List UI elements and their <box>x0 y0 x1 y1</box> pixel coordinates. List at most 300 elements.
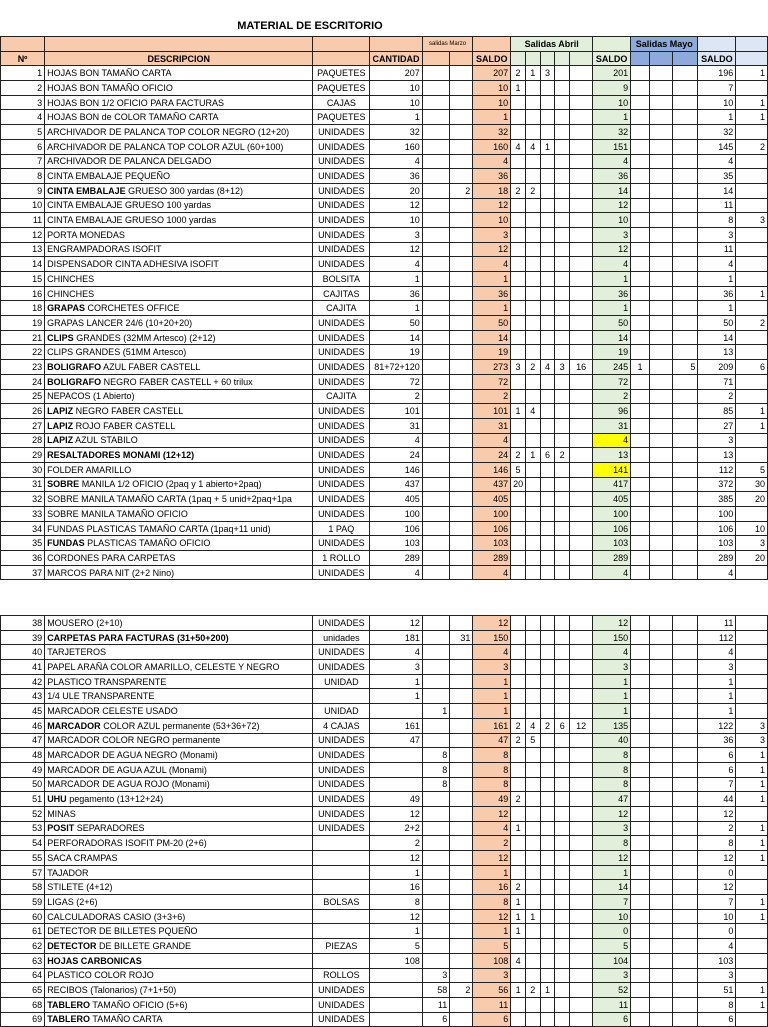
row-description-text: FUNDAS PLASTICAS TAMAÑO CARTA (1paq+11 unid) <box>47 523 271 534</box>
row-mayo-1: 1 <box>631 360 650 375</box>
row-mayo-3 <box>673 272 698 287</box>
row-mayo-1 <box>631 389 650 404</box>
row-number: 34 <box>1 521 45 536</box>
table-row <box>1 418 768 433</box>
row-saldo-mayo: 4 <box>698 257 736 272</box>
row-abril-5 <box>570 286 593 301</box>
row-mayo-2 <box>650 492 673 507</box>
row-abril-3 <box>540 404 555 419</box>
table-row <box>1 997 768 1012</box>
row-saldo-mayo: 145 <box>698 139 736 154</box>
table-row <box>1 213 768 228</box>
row-marzo-1: 58 <box>422 983 449 998</box>
row-cantidad <box>370 968 423 983</box>
row-mayo-3 <box>673 227 698 242</box>
row-abril-3 <box>540 689 555 704</box>
row-marzo-2 <box>450 1012 473 1027</box>
row-saldo-mayo: 1 <box>698 110 736 125</box>
row-abril-1 <box>511 939 526 954</box>
row-abril-4 <box>555 792 570 807</box>
row-mayo-1 <box>631 536 650 551</box>
table-row <box>1 953 768 968</box>
row-marzo-2 <box>450 433 473 448</box>
row-abril-1 <box>511 154 526 169</box>
row-abril-4 <box>555 674 570 689</box>
row-mayo-3 <box>673 183 698 198</box>
row-unit: unidades <box>313 630 370 645</box>
row-abril-2 <box>525 551 540 566</box>
row-cantidad: 207 <box>370 66 423 81</box>
row-saldo: 3 <box>473 227 511 242</box>
header-cell <box>450 51 473 66</box>
row-mayo-3 <box>673 448 698 463</box>
row-abril-3 <box>540 924 555 939</box>
row-unit: UNIDADES <box>313 330 370 345</box>
row-marzo-2 <box>450 81 473 96</box>
row-description-bold: TABLERO <box>47 999 91 1010</box>
row-marzo-1 <box>422 183 449 198</box>
row-unit: UNIDADES <box>313 169 370 184</box>
row-abril-4 <box>555 330 570 345</box>
row-description-text: STILETE (4+12) <box>47 882 113 893</box>
row-abril-2 <box>525 880 540 895</box>
row-extra <box>736 565 768 580</box>
header-cell <box>555 51 570 66</box>
row-mayo-3 <box>673 404 698 419</box>
row-abril-2: 5 <box>525 733 540 748</box>
row-mayo-3 <box>673 953 698 968</box>
row-saldo-abril: 14 <box>593 330 631 345</box>
table-row <box>1 909 768 924</box>
row-description-text: SEPARADORES <box>74 823 145 834</box>
row-cantidad: 1 <box>370 924 423 939</box>
row-abril-3 <box>540 169 555 184</box>
row-mayo-3 <box>673 330 698 345</box>
row-abril-2 <box>525 821 540 836</box>
row-abril-4 <box>555 404 570 419</box>
row-extra: 3 <box>736 718 768 733</box>
row-cantidad: 161 <box>370 718 423 733</box>
row-saldo: 10 <box>473 81 511 96</box>
row-mayo-3 <box>673 507 698 522</box>
row-mayo-2 <box>650 477 673 492</box>
table-row <box>1 272 768 287</box>
row-number: 5 <box>1 125 45 140</box>
row-marzo-1 <box>422 433 449 448</box>
row-mayo-2 <box>650 139 673 154</box>
row-abril-3 <box>540 674 555 689</box>
row-saldo-abril: 40 <box>593 733 631 748</box>
row-marzo-2 <box>450 316 473 331</box>
row-abril-5 <box>570 154 593 169</box>
header-cell <box>313 37 370 52</box>
row-mayo-2 <box>650 286 673 301</box>
row-extra <box>736 433 768 448</box>
row-description-text: ARCHIVADOR DE PALANCA TOP COLOR AZUL (60+100) <box>47 141 284 152</box>
row-mayo-3 <box>673 565 698 580</box>
row-marzo-1 <box>422 924 449 939</box>
row-number: 31 <box>1 477 45 492</box>
row-saldo: 273 <box>473 360 511 375</box>
row-saldo: 4 <box>473 645 511 660</box>
row-marzo-1 <box>422 360 449 375</box>
row-number: 60 <box>1 909 45 924</box>
row-abril-3: 3 <box>540 66 555 81</box>
row-mayo-1 <box>631 521 650 536</box>
row-abril-2 <box>525 806 540 821</box>
row-mayo-2 <box>650 169 673 184</box>
row-description <box>45 213 313 228</box>
row-description <box>45 689 313 704</box>
row-unit: UNIDADES <box>313 777 370 792</box>
row-description <box>45 139 313 154</box>
row-cantidad: 405 <box>370 492 423 507</box>
row-mayo-3 <box>673 110 698 125</box>
row-saldo: 14 <box>473 330 511 345</box>
row-description-text: TAJADOR <box>47 867 89 878</box>
inventory-table-bottom <box>0 615 768 1027</box>
row-unit: UNIDADES <box>313 645 370 660</box>
row-description-bold: TABLERO <box>47 1014 91 1025</box>
row-abril-2: 4 <box>525 718 540 733</box>
row-saldo-abril: 4 <box>593 565 631 580</box>
row-cantidad: 146 <box>370 462 423 477</box>
row-extra <box>736 953 768 968</box>
row-marzo-1 <box>422 462 449 477</box>
row-marzo-1 <box>422 565 449 580</box>
row-mayo-1 <box>631 718 650 733</box>
row-abril-4 <box>555 477 570 492</box>
row-saldo: 106 <box>473 521 511 536</box>
table-row <box>1 630 768 645</box>
row-mayo-1 <box>631 939 650 954</box>
row-cantidad: 5 <box>370 939 423 954</box>
row-description <box>45 806 313 821</box>
row-number: 8 <box>1 169 45 184</box>
row-saldo-abril: 47 <box>593 792 631 807</box>
row-saldo: 289 <box>473 551 511 566</box>
row-mayo-2 <box>650 272 673 287</box>
table-row <box>1 227 768 242</box>
row-abril-5 <box>570 616 593 631</box>
row-mayo-2 <box>650 630 673 645</box>
row-description <box>45 462 313 477</box>
row-number: 50 <box>1 777 45 792</box>
row-extra <box>736 1012 768 1027</box>
row-description-text: GRUESO 300 yardas (8+12) <box>125 185 243 196</box>
row-abril-5 <box>570 227 593 242</box>
row-mayo-1 <box>631 81 650 96</box>
row-description-text: PLASTICO TRANSPARENTE <box>47 676 167 687</box>
row-description <box>45 630 313 645</box>
row-abril-5 <box>570 257 593 272</box>
row-mayo-2 <box>650 674 673 689</box>
row-marzo-1 <box>422 66 449 81</box>
row-description <box>45 645 313 660</box>
row-abril-4 <box>555 536 570 551</box>
row-extra: 1 <box>736 851 768 866</box>
row-description-text: TAMAÑO OFICIO (5+6) <box>90 999 188 1010</box>
table-row <box>1 836 768 851</box>
row-saldo: 437 <box>473 477 511 492</box>
row-number: 32 <box>1 492 45 507</box>
row-mayo-2 <box>650 257 673 272</box>
row-description <box>45 909 313 924</box>
row-saldo-abril: 12 <box>593 242 631 257</box>
row-unit: PAQUETES <box>313 81 370 96</box>
row-saldo-mayo: 4 <box>698 154 736 169</box>
row-extra: 1 <box>736 418 768 433</box>
row-saldo: 1 <box>473 689 511 704</box>
table-row <box>1 968 768 983</box>
row-saldo-mayo: 71 <box>698 374 736 389</box>
row-saldo: 101 <box>473 404 511 419</box>
row-abril-3 <box>540 521 555 536</box>
row-unit: UNIDADES <box>313 418 370 433</box>
row-extra <box>736 345 768 360</box>
row-abril-2 <box>525 777 540 792</box>
row-abril-5: 12 <box>570 718 593 733</box>
row-saldo-abril: 10 <box>593 909 631 924</box>
row-abril-4 <box>555 198 570 213</box>
row-abril-4 <box>555 183 570 198</box>
row-marzo-1 <box>422 125 449 140</box>
row-abril-4 <box>555 880 570 895</box>
row-unit: UNIDADES <box>313 507 370 522</box>
row-number: 18 <box>1 301 45 316</box>
row-marzo-1 <box>422 301 449 316</box>
row-saldo-mayo: 4 <box>698 645 736 660</box>
row-extra <box>736 81 768 96</box>
row-saldo-abril: 12 <box>593 851 631 866</box>
row-mayo-2 <box>650 242 673 257</box>
table-row <box>1 316 768 331</box>
row-saldo-abril: 1 <box>593 110 631 125</box>
row-mayo-3 <box>673 997 698 1012</box>
row-unit: UNIDADES <box>313 316 370 331</box>
row-description-text: MARCADOR COLOR NEGRO permanente <box>47 735 221 746</box>
inventory-table-top <box>0 36 768 580</box>
row-extra <box>736 968 768 983</box>
header-cell <box>736 51 768 66</box>
row-unit: UNIDADES <box>313 536 370 551</box>
row-abril-5 <box>570 198 593 213</box>
row-saldo: 47 <box>473 733 511 748</box>
row-abril-3 <box>540 154 555 169</box>
row-marzo-1: 6 <box>422 1012 449 1027</box>
row-mayo-2 <box>650 551 673 566</box>
row-description-text: CINTA EMBALAJE GRUESO 1000 yardas <box>47 215 217 226</box>
row-marzo-1: 1 <box>422 704 449 719</box>
row-marzo-1 <box>422 551 449 566</box>
row-abril-1 <box>511 704 526 719</box>
row-abril-1 <box>511 110 526 125</box>
row-description <box>45 345 313 360</box>
row-number: 15 <box>1 272 45 287</box>
row-abril-4 <box>555 125 570 140</box>
row-description-text: CINTA EMBALAJE GRUESO 100 yardas <box>47 200 212 211</box>
row-saldo-mayo: 11 <box>698 242 736 257</box>
row-abril-3 <box>540 821 555 836</box>
header-cell <box>593 37 631 52</box>
row-saldo: 31 <box>473 418 511 433</box>
row-abril-1: 2 <box>511 718 526 733</box>
row-unit <box>313 880 370 895</box>
row-abril-1 <box>511 213 526 228</box>
row-mayo-3 <box>673 851 698 866</box>
row-description <box>45 551 313 566</box>
row-saldo: 405 <box>473 492 511 507</box>
row-saldo-mayo: 8 <box>698 836 736 851</box>
row-marzo-2 <box>450 997 473 1012</box>
table-row <box>1 374 768 389</box>
row-cantidad: 36 <box>370 286 423 301</box>
row-description-bold: LAPIZ <box>47 435 74 446</box>
row-saldo: 1 <box>473 301 511 316</box>
row-description <box>45 660 313 675</box>
row-saldo-mayo: 0 <box>698 865 736 880</box>
row-mayo-1 <box>631 462 650 477</box>
row-extra <box>736 674 768 689</box>
row-number: 4 <box>1 110 45 125</box>
row-description-text: ROJO FABER CASTELL <box>73 420 176 431</box>
row-unit: BOLSAS <box>313 895 370 910</box>
row-abril-4 <box>555 257 570 272</box>
row-abril-3 <box>540 242 555 257</box>
row-extra <box>736 227 768 242</box>
row-abril-2 <box>525 616 540 631</box>
row-abril-1 <box>511 316 526 331</box>
row-marzo-2 <box>450 448 473 463</box>
row-abril-1 <box>511 762 526 777</box>
row-abril-4 <box>555 777 570 792</box>
row-mayo-2 <box>650 345 673 360</box>
row-description <box>45 418 313 433</box>
row-mayo-2 <box>650 616 673 631</box>
row-number: 37 <box>1 565 45 580</box>
row-abril-1 <box>511 301 526 316</box>
row-saldo-mayo: 50 <box>698 316 736 331</box>
row-abril-2 <box>525 630 540 645</box>
row-saldo-abril: 11 <box>593 997 631 1012</box>
row-unit: UNIDADES <box>313 448 370 463</box>
row-number: 48 <box>1 748 45 763</box>
row-description-text: RECIBOS (Talonarios) (7+1+50) <box>47 985 177 996</box>
row-description <box>45 154 313 169</box>
row-saldo: 1 <box>473 924 511 939</box>
table-row <box>1 939 768 954</box>
row-abril-4 <box>555 418 570 433</box>
row-cantidad: 10 <box>370 95 423 110</box>
row-marzo-1 <box>422 257 449 272</box>
row-mayo-1 <box>631 821 650 836</box>
row-abril-4 <box>555 997 570 1012</box>
row-abril-4 <box>555 81 570 96</box>
row-abril-1: 1 <box>511 404 526 419</box>
row-saldo: 5 <box>473 939 511 954</box>
row-description <box>45 674 313 689</box>
row-description-text: HOJAS BON de COLOR TAMAÑO CARTA <box>47 112 219 123</box>
table-row <box>1 689 768 704</box>
row-marzo-2 <box>450 169 473 184</box>
table-row <box>1 448 768 463</box>
row-marzo-1 <box>422 718 449 733</box>
row-saldo: 36 <box>473 169 511 184</box>
row-mayo-3 <box>673 169 698 184</box>
row-extra: 1 <box>736 895 768 910</box>
row-abril-5 <box>570 1012 593 1027</box>
row-number: 40 <box>1 645 45 660</box>
row-description <box>45 939 313 954</box>
row-number: 35 <box>1 536 45 551</box>
row-description <box>45 227 313 242</box>
row-description <box>45 880 313 895</box>
table-row <box>1 880 768 895</box>
row-mayo-3 <box>673 462 698 477</box>
row-number: 28 <box>1 433 45 448</box>
row-saldo-mayo: 106 <box>698 521 736 536</box>
row-description-bold: LAPIZ <box>47 420 74 431</box>
row-saldo-mayo: 3 <box>698 433 736 448</box>
row-abril-2 <box>525 674 540 689</box>
row-abril-5 <box>570 851 593 866</box>
row-cantidad: 12 <box>370 198 423 213</box>
row-mayo-3 <box>673 733 698 748</box>
row-marzo-1: 11 <box>422 997 449 1012</box>
row-abril-2: 2 <box>525 983 540 998</box>
row-saldo-mayo: 27 <box>698 418 736 433</box>
row-mayo-2 <box>650 939 673 954</box>
row-saldo-mayo: 32 <box>698 125 736 140</box>
row-number: 9 <box>1 183 45 198</box>
row-unit: UNIDADES <box>313 477 370 492</box>
row-abril-3 <box>540 895 555 910</box>
row-marzo-1 <box>422 139 449 154</box>
row-mayo-2 <box>650 507 673 522</box>
row-abril-5 <box>570 630 593 645</box>
row-description-text: NEGRO FABER CASTELL + 60 trilux <box>101 376 253 387</box>
row-abril-5 <box>570 125 593 140</box>
row-saldo-abril: 4 <box>593 154 631 169</box>
row-saldo: 1 <box>473 865 511 880</box>
row-number: 16 <box>1 286 45 301</box>
row-description <box>45 718 313 733</box>
row-saldo-mayo: 51 <box>698 983 736 998</box>
row-mayo-1 <box>631 733 650 748</box>
row-description-text: MARCADOR DE AGUA ROJO (Monami) <box>47 779 210 790</box>
row-saldo: 19 <box>473 345 511 360</box>
row-cantidad: 8 <box>370 895 423 910</box>
row-extra <box>736 242 768 257</box>
row-description <box>45 316 313 331</box>
row-marzo-1 <box>422 418 449 433</box>
row-mayo-1 <box>631 865 650 880</box>
row-saldo: 12 <box>473 242 511 257</box>
row-abril-4 <box>555 66 570 81</box>
row-saldo: 3 <box>473 660 511 675</box>
row-saldo-abril: 289 <box>593 551 631 566</box>
row-abril-1 <box>511 1012 526 1027</box>
row-description <box>45 125 313 140</box>
row-marzo-2 <box>450 536 473 551</box>
row-abril-1 <box>511 536 526 551</box>
row-saldo-abril: 50 <box>593 316 631 331</box>
row-saldo-mayo: 289 <box>698 551 736 566</box>
row-number: 49 <box>1 762 45 777</box>
row-mayo-3 <box>673 762 698 777</box>
table-row <box>1 616 768 631</box>
row-abril-5 <box>570 565 593 580</box>
